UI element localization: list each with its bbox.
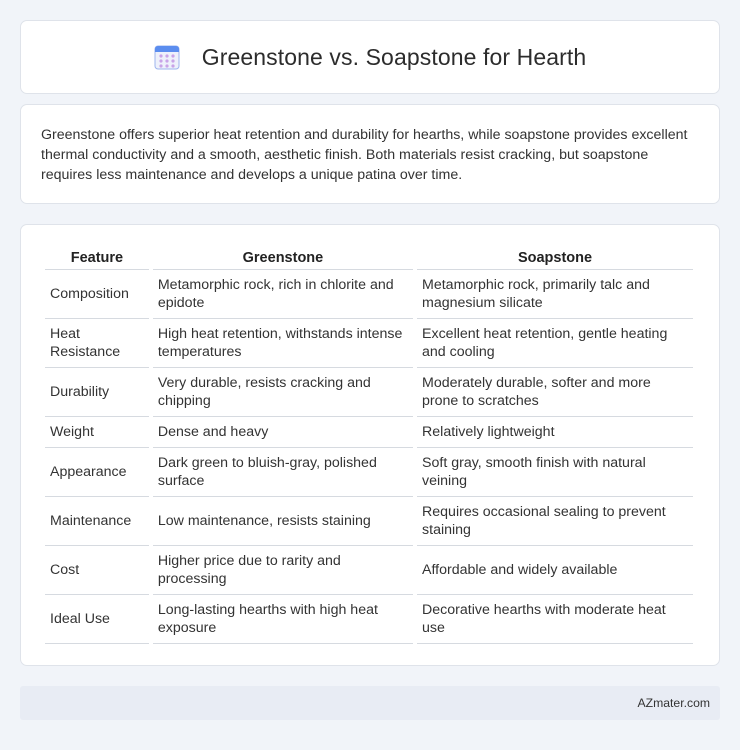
- footer-bar: [20, 686, 720, 720]
- greenstone-cell: High heat retention, withstands intense temperatures: [153, 319, 413, 368]
- header-soapstone: Soapstone: [417, 245, 693, 270]
- summary-card: [20, 104, 720, 204]
- table-row: [45, 448, 693, 497]
- table-row: [45, 417, 693, 448]
- table-row: [45, 595, 693, 644]
- greenstone-cell: Long-lasting hearths with high heat exposure: [153, 595, 413, 644]
- page-title: Greenstone vs. Soapstone for Hearth: [201, 43, 587, 70]
- table-row: [45, 319, 693, 368]
- feature-cell: Cost: [45, 546, 149, 595]
- greenstone-cell: Very durable, resists cracking and chipping: [153, 368, 413, 417]
- calendar-icon: [154, 44, 180, 70]
- soapstone-cell: Relatively lightweight: [417, 417, 693, 448]
- table-row: [45, 368, 693, 417]
- soapstone-cell: Requires occasional sealing to prevent staining: [417, 497, 693, 546]
- header-feature: Feature: [45, 245, 149, 270]
- feature-cell: Heat Resistance: [45, 319, 149, 368]
- feature-cell: Durability: [45, 368, 149, 417]
- greenstone-cell: Dense and heavy: [153, 417, 413, 448]
- feature-cell: Composition: [45, 270, 149, 319]
- table-row: [45, 270, 693, 319]
- comparison-card: [20, 224, 720, 666]
- feature-cell: Appearance: [45, 448, 149, 497]
- soapstone-cell: Moderately durable, softer and more prone to scratches: [417, 368, 693, 417]
- soapstone-cell: Soft gray, smooth finish with natural veining: [417, 448, 693, 497]
- header-greenstone: Greenstone: [153, 245, 413, 270]
- greenstone-cell: Metamorphic rock, rich in chlorite and epidote: [153, 270, 413, 319]
- footer-site-link[interactable]: AZmater.com: [637, 696, 710, 710]
- title-card: [20, 20, 720, 94]
- feature-cell: Ideal Use: [45, 595, 149, 644]
- soapstone-cell: Decorative hearths with moderate heat use: [417, 595, 693, 644]
- table-row: [45, 546, 693, 595]
- greenstone-cell: Dark green to bluish-gray, polished surface: [153, 448, 413, 497]
- summary-text: Greenstone offers superior heat retention and durability for hearths, while soapstone provides excellent thermal conductivity and a smooth, aesthetic finish. Both materials resist cracking, but soapstone requires less maintenance and develops a unique patina over time.: [41, 127, 688, 183]
- greenstone-cell: Low maintenance, resists staining: [153, 497, 413, 546]
- soapstone-cell: Affordable and widely available: [417, 546, 693, 595]
- soapstone-cell: Metamorphic rock, primarily talc and magnesium silicate: [417, 270, 693, 319]
- table-header-row: [45, 245, 693, 270]
- feature-cell: Weight: [45, 417, 149, 448]
- table-row: [45, 497, 693, 546]
- title-wrap: [154, 44, 587, 71]
- comparison-table: [41, 245, 697, 644]
- feature-cell: Maintenance: [45, 497, 149, 546]
- greenstone-cell: Higher price due to rarity and processing: [153, 546, 413, 595]
- soapstone-cell: Excellent heat retention, gentle heating and cooling: [417, 319, 693, 368]
